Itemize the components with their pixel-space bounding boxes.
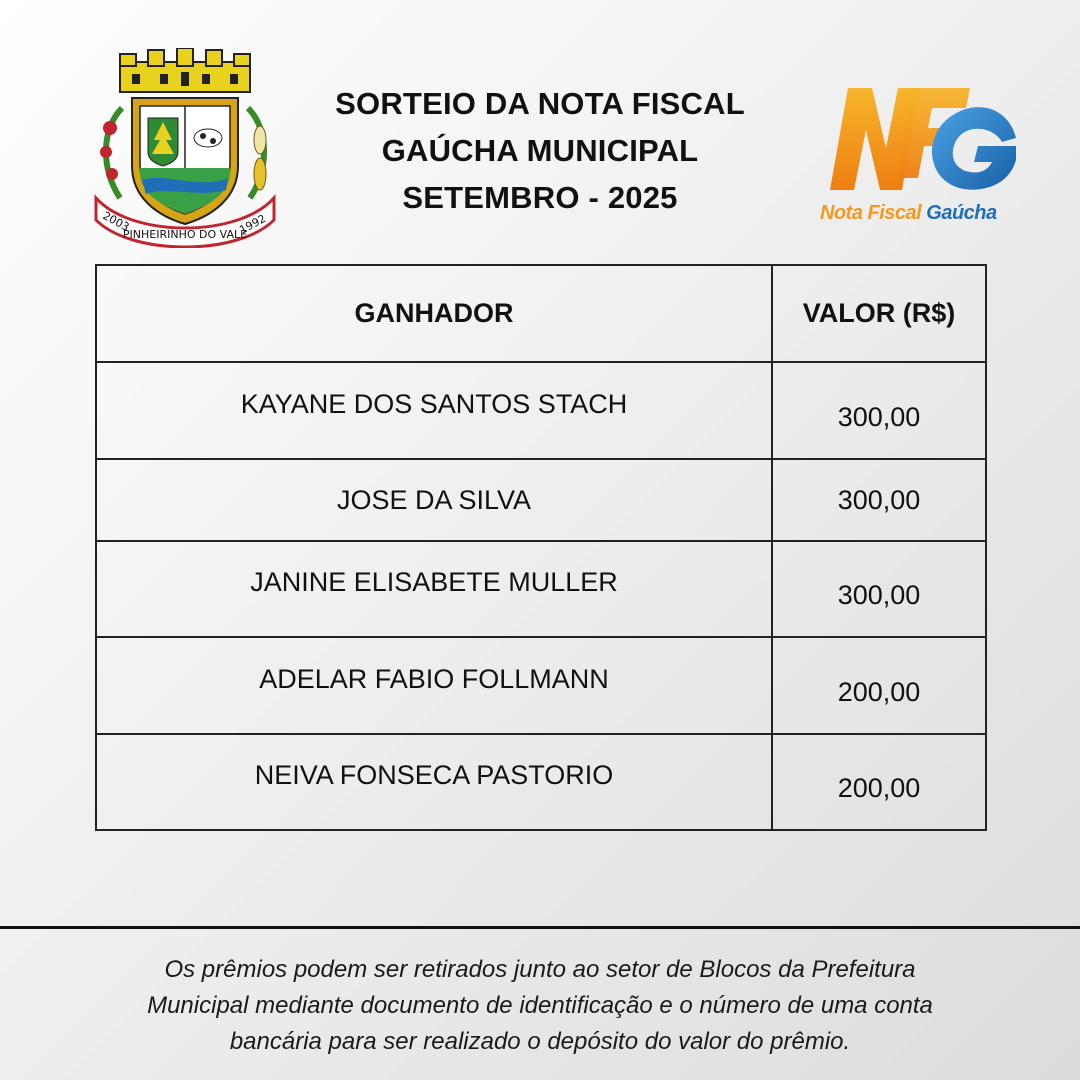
footer-note: [60, 952, 1020, 1060]
table-row: [96, 734, 986, 830]
page-title: [300, 80, 780, 221]
title-line-1: SORTEIO DA NOTA FISCAL: [335, 86, 745, 121]
column-header-value: VALOR (R$): [772, 265, 986, 362]
footer-line-2: Municipal mediante documento de identificação e o número de uma conta: [147, 992, 933, 1019]
nfg-caption: [820, 202, 1010, 225]
crest-year-right: 1992: [237, 212, 269, 237]
footer-divider: [0, 926, 1080, 929]
prize-value: 300,00: [772, 362, 986, 459]
nfg-caption-part1: Nota Fiscal: [820, 202, 922, 224]
prize-value: 300,00: [772, 459, 986, 541]
winners-table: [95, 264, 987, 831]
footer-line-1: Os prêmios podem ser retirados junto ao setor de Blocos da Prefeitura: [164, 956, 916, 983]
prize-value: 200,00: [772, 734, 986, 830]
table-row: [96, 362, 986, 459]
winner-name: JOSE DA SILVA: [96, 459, 772, 541]
table-header-row: [96, 265, 986, 362]
winner-name: ADELAR FABIO FOLLMANN: [96, 637, 772, 734]
column-header-winner: GANHADOR: [96, 265, 772, 362]
crest-year-left: 2003: [100, 209, 132, 234]
municipal-crest-icon: [92, 48, 278, 248]
table-row: [96, 459, 986, 541]
title-line-2: GAÚCHA MUNICIPAL: [381, 133, 699, 168]
table-row: [96, 541, 986, 637]
prize-value: 300,00: [772, 541, 986, 637]
winner-name: NEIVA FONSECA PASTORIO: [96, 734, 772, 830]
crest-ribbon-text: PINHEIRINHO DO VALE: [122, 228, 248, 241]
title-line-3: SETEMBRO - 2025: [402, 180, 678, 215]
nfg-caption-part2: Gaúcha: [926, 202, 997, 224]
table-row: [96, 637, 986, 734]
castle-crown-icon: [120, 48, 250, 92]
winner-name: JANINE ELISABETE MULLER: [96, 541, 772, 637]
footer-line-3: bancária para ser realizado o depósito do valor do prêmio.: [229, 1028, 851, 1055]
prize-value: 200,00: [772, 637, 986, 734]
winner-name: KAYANE DOS SANTOS STACH: [96, 362, 772, 459]
